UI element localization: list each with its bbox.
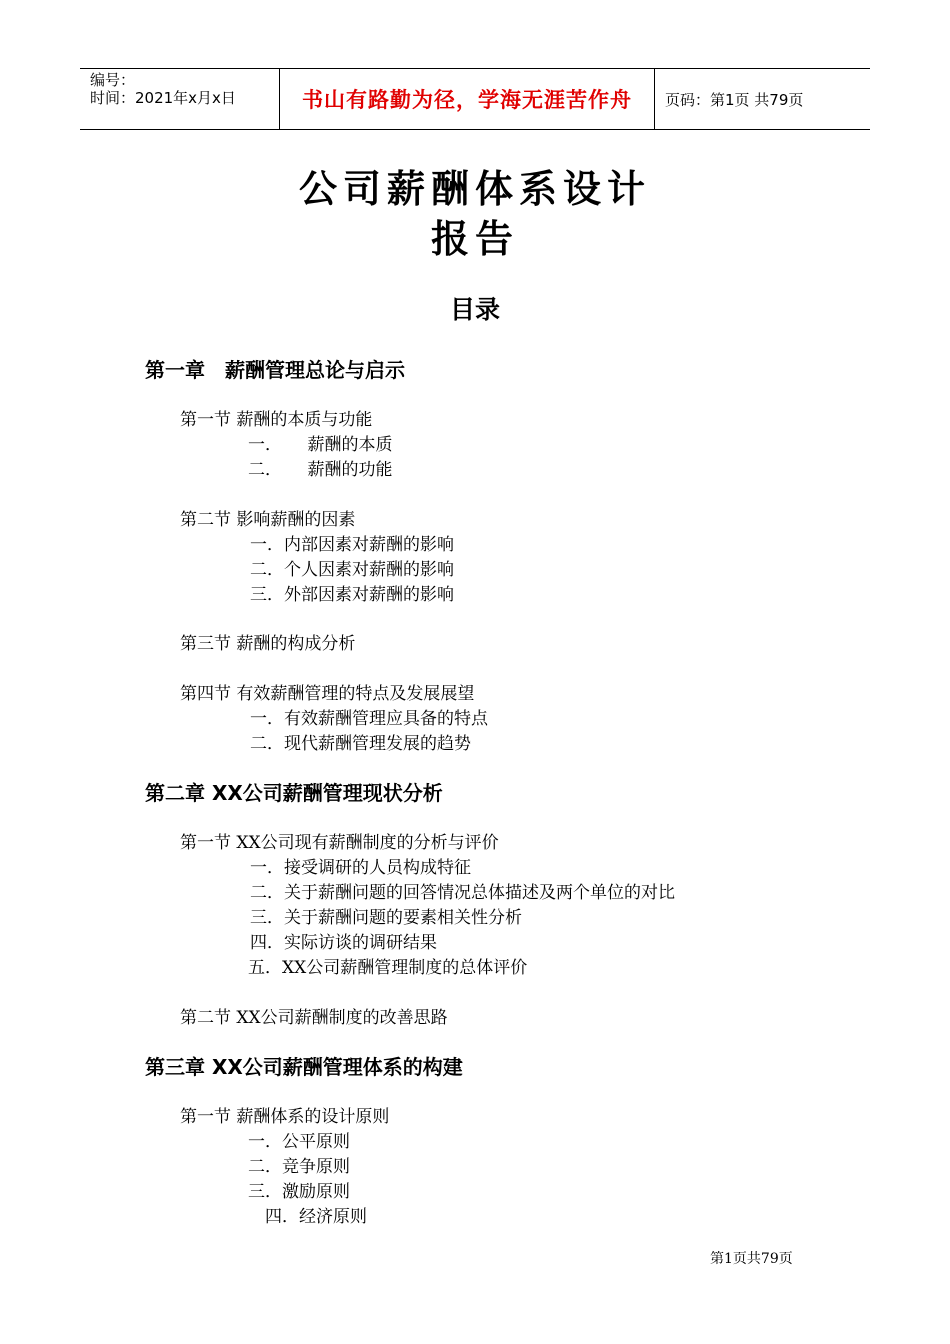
page-footer: 第1页共79页 <box>710 1251 793 1267</box>
toc-ch1-section-2: 第二节 影响薪酬的因素 <box>180 510 356 530</box>
toc-ch1-section-4: 第四节 有效薪酬管理的特点及发展展望 <box>180 684 475 704</box>
toc-ch1-s4-item-2: 二．现代薪酬管理发展的趋势 <box>250 734 471 754</box>
toc-ch2-s1-item-3: 三．关于薪酬问题的要素相关性分析 <box>250 908 522 928</box>
toc-ch1-s1-item-1: 一． 薪酬的本质 <box>248 435 393 455</box>
toc-ch1-s4-item-1: 一．有效薪酬管理应具备的特点 <box>250 709 488 729</box>
toc-ch1-s2-item-3: 三．外部因素对薪酬的影响 <box>250 585 454 605</box>
toc-chapter-1: 第一章 薪酬管理总论与启示 <box>145 358 405 382</box>
toc-ch1-section-3: 第三节 薪酬的构成分析 <box>180 634 356 654</box>
toc-ch3-section-1: 第一节 薪酬体系的设计原则 <box>180 1107 390 1127</box>
toc-ch1-s2-item-1: 一．内部因素对薪酬的影响 <box>250 535 454 555</box>
toc-ch2-s1-item-5: 五．XX公司薪酬管理制度的总体评价 <box>248 958 528 978</box>
toc-ch3-s1-item-3: 三．激励原则 <box>248 1182 350 1202</box>
toc-ch1-section-1: 第一节 薪酬的本质与功能 <box>180 410 373 430</box>
toc-ch3-s1-item-2: 二．竞争原则 <box>248 1157 350 1177</box>
toc-ch2-s1-item-2: 二．关于薪酬问题的回答情况总体描述及两个单位的对比 <box>250 883 675 903</box>
toc-ch2-section-2: 第二节 XX公司薪酬制度的改善思路 <box>180 1008 448 1028</box>
toc-chapter-2: 第二章 XX公司薪酬管理现状分析 <box>145 781 443 805</box>
toc-ch1-s1-item-2: 二． 薪酬的功能 <box>248 460 393 480</box>
page-header <box>80 68 870 130</box>
toc-ch2-s1-item-1: 一．接受调研的人员构成特征 <box>250 858 471 878</box>
document-title-line2: 报告 <box>430 216 519 261</box>
header-motto: 书山有路勤为径，学海无涯苦作舟 <box>280 69 655 129</box>
document-title-line1: 公司薪酬体系设计 <box>298 166 651 211</box>
toc-heading: 目录 <box>449 295 500 324</box>
toc-chapter-3: 第三章 XX公司薪酬管理体系的构建 <box>145 1055 463 1079</box>
toc-ch3-s1-item-4: 四．经济原则 <box>265 1207 367 1227</box>
document-number-label: 编号： <box>90 71 136 89</box>
toc-ch3-s1-item-1: 一．公平原则 <box>248 1132 350 1152</box>
toc-ch2-section-1: 第一节 XX公司现有薪酬制度的分析与评价 <box>180 833 499 853</box>
document-time-label: 时间：2021年x月x日 <box>90 89 236 107</box>
toc-ch1-s2-item-2: 二．个人因素对薪酬的影响 <box>250 560 454 580</box>
header-left-cell <box>80 69 280 129</box>
toc-ch2-s1-item-4: 四．实际访谈的调研结果 <box>250 933 437 953</box>
header-page-info: 页码：第1页 共79页 <box>665 90 804 109</box>
